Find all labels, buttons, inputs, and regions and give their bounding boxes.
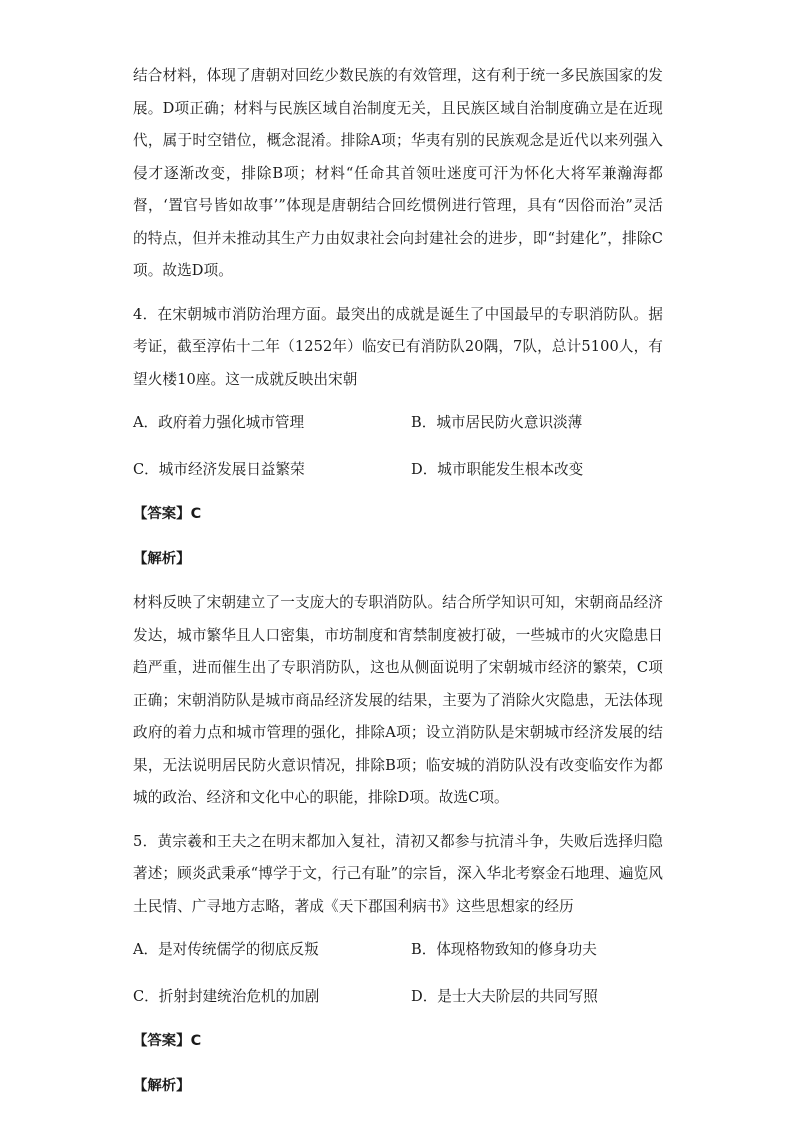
question-5-option-a: A．是对传统儒学的彻底反叛 xyxy=(133,941,319,958)
question-4-option-a: A．政府着力强化城市管理 xyxy=(133,414,305,431)
question-5-stem: 5．黄宗羲和王夫之在明末都加入复社，清初又都参与抗清斗争，失败后选择归隐著述；顾炎武秉承“博学于文，行己有耻”的宗旨，深入华北考察金石地理、遍览风土民情、广寻地方志略，著成《天下郡国利病书》这些思想家的经历 xyxy=(133,832,663,915)
question-4-stem: 4．在宋朝城市消防治理方面。最突出的成就是诞生了中国最早的专职消防队。据考证，截至淳佑十二年（1252年）临安已有消防队20隅，7队，总计5100人，有望火楼10座。这一成就反映出宋朝 xyxy=(133,305,663,388)
question-5-option-d: D．是士大夫阶层的共同写照 xyxy=(411,987,598,1005)
previous-analysis-paragraph: 结合材料，体现了唐朝对回纥少数民族的有效管理，这有利于统一多民族国家的发展。D项正确；材料与民族区域自治制度无关，且民族区域自治制度确立是在近现代，属于时空错位，概念混淆。排除A项；华夷有别的民族观念是近代以来列强入侵才逐渐改变，排除B项；材料“任命其首领吐迷度可汗为怀化大将军兼瀚海都督，‘置官号皆如故事’”体现是唐朝结合回纥惯例进行管理，具有“因俗而治”灵活的特点，但并未推动其生产力由奴隶社会向封建社会的进步，即“封建化”，排除C项。故选D项。 xyxy=(133,67,663,279)
question-4-option-d: D．城市职能发生根本改变 xyxy=(411,460,584,478)
question-5-analysis-label: 【解析】 xyxy=(133,1077,191,1094)
question-5-answer: 【答案】C xyxy=(133,1033,202,1049)
question-4-option-b: B．城市居民防火意识淡薄 xyxy=(411,414,583,431)
question-4-analysis-label: 【解析】 xyxy=(133,550,191,567)
page-content xyxy=(133,60,663,1114)
question-5-option-c: C．折射封建统治危机的加剧 xyxy=(133,987,320,1005)
question-4-answer: 【答案】C xyxy=(133,506,202,522)
question-4-option-c: C．城市经济发展日益繁荣 xyxy=(133,460,305,478)
question-5-options xyxy=(133,934,663,1013)
question-5-option-b: B．体现格物致知的修身功夫 xyxy=(411,941,597,958)
question-4-analysis: 材料反映了宋朝建立了一支庞大的专职消防队。结合所学知识可知，宋朝商品经济发达，城市繁华且人口密集，市坊制度和宵禁制度被打破，一些城市的火灾隐患日趋严重，进而催生出了专职消防队，这也从侧面说明了宋朝城市经济的繁荣，C项正确；宋朝消防队是城市商品经济发展的结果，主要为了消除火灾隐患，无法体现政府的着力点和城市管理的强化，排除A项；设立消防队是宋朝城市经济发展的结果，无法说明居民防火意识情况，排除B项；临安城的消防队没有改变临安作为都城的政治、经济和文化中心的职能，排除D项。故选C项。 xyxy=(133,594,663,806)
question-4-options xyxy=(133,407,663,486)
